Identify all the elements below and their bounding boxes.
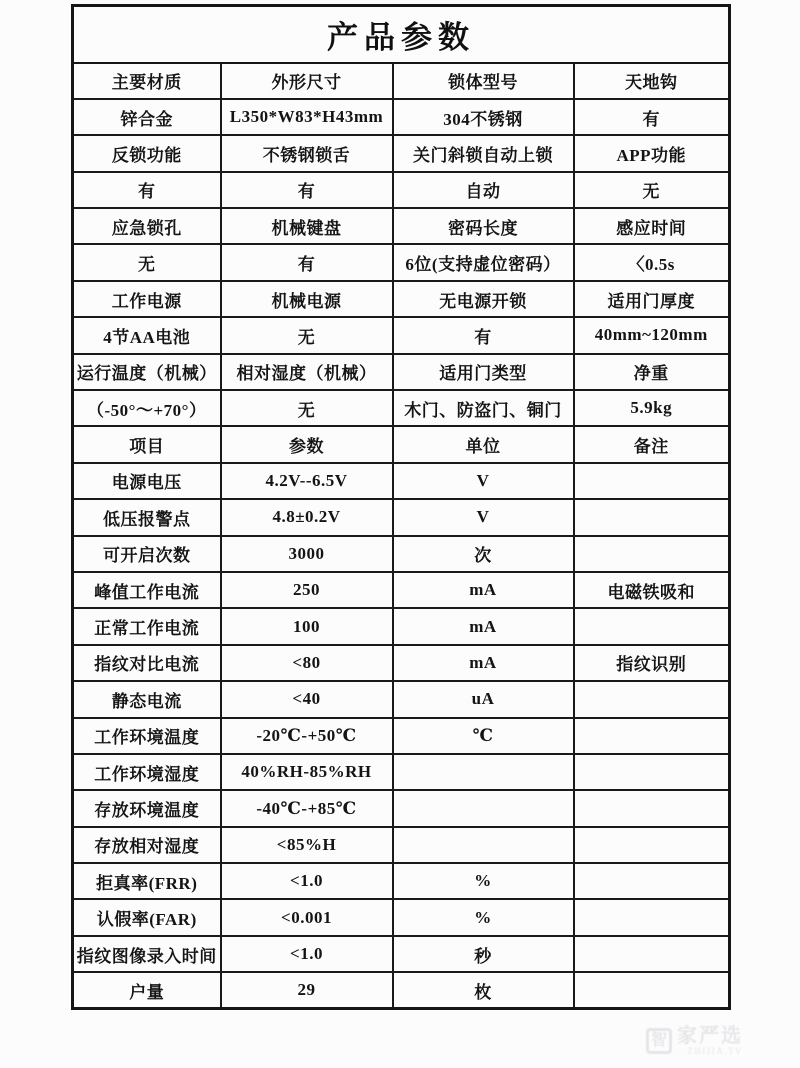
table-cell: 关门斜锁自动上锁	[393, 135, 574, 171]
table-cell: -20℃-+50℃	[221, 718, 393, 754]
table-row	[73, 572, 730, 608]
table-cell	[574, 827, 730, 863]
table-cell: 电磁铁吸和	[574, 572, 730, 608]
table-cell: 相对湿度（机械）	[221, 354, 393, 390]
table-cell: 4.8±0.2V	[221, 499, 393, 535]
table-row	[73, 317, 730, 353]
watermark-logo-icon: 智	[646, 1028, 672, 1054]
watermark	[646, 1020, 792, 1062]
table-cell: <80	[221, 645, 393, 681]
table-cell: 锌合金	[73, 99, 221, 135]
table-cell: <1.0	[221, 863, 393, 899]
table-cell: 木门、防盗门、铜门	[393, 390, 574, 426]
table-row	[73, 645, 730, 681]
table-cell: 工作电源	[73, 281, 221, 317]
table-cell: 存放相对湿度	[73, 827, 221, 863]
table-cell	[574, 463, 730, 499]
table-cell	[574, 718, 730, 754]
table-cell: 3000	[221, 536, 393, 572]
table-row	[73, 426, 730, 462]
table-cell: 枚	[393, 972, 574, 1008]
table-cell: 指纹对比电流	[73, 645, 221, 681]
table-cell: L350*W83*H43mm	[221, 99, 393, 135]
table-cell: 无	[221, 390, 393, 426]
table-cell: 秒	[393, 936, 574, 972]
table-cell	[574, 899, 730, 935]
table-row	[73, 499, 730, 535]
table-cell	[574, 681, 730, 717]
table-row	[73, 827, 730, 863]
table-row	[73, 754, 730, 790]
table-cell	[574, 790, 730, 826]
table-cell: mA	[393, 645, 574, 681]
watermark-text: 家严选	[677, 1025, 743, 1047]
table-cell: 电源电压	[73, 463, 221, 499]
table-cell: APP功能	[574, 135, 730, 171]
table-cell: 净重	[574, 354, 730, 390]
table-cell: 外形尺寸	[221, 63, 393, 99]
table-cell: <40	[221, 681, 393, 717]
table-cell	[574, 863, 730, 899]
table-cell	[393, 754, 574, 790]
table-row	[73, 208, 730, 244]
table-cell: 6位(支持虚位密码）	[393, 244, 574, 280]
table-cell: %	[393, 899, 574, 935]
table-cell: 有	[574, 99, 730, 135]
table-row	[73, 608, 730, 644]
table-cell: V	[393, 499, 574, 535]
table-cell	[574, 608, 730, 644]
table-row	[73, 63, 730, 99]
table-row	[73, 899, 730, 935]
table-row	[73, 135, 730, 171]
table-cell: <85%H	[221, 827, 393, 863]
table-cell: 天地钩	[574, 63, 730, 99]
table-cell: 认假率(FAR)	[73, 899, 221, 935]
table-cell: 无	[574, 172, 730, 208]
table-cell: %	[393, 863, 574, 899]
table-row	[73, 244, 730, 280]
table-cell	[393, 827, 574, 863]
table-row	[73, 972, 730, 1008]
table-cell: ℃	[393, 718, 574, 754]
table-cell: 4节AA电池	[73, 317, 221, 353]
table-cell: 有	[73, 172, 221, 208]
table-cell: 峰值工作电流	[73, 572, 221, 608]
table-cell	[574, 536, 730, 572]
table-cell: <0.001	[221, 899, 393, 935]
table-row	[73, 354, 730, 390]
table-cell: mA	[393, 572, 574, 608]
table-cell: 备注	[574, 426, 730, 462]
table-cell	[574, 754, 730, 790]
table-row	[73, 281, 730, 317]
table-row	[73, 463, 730, 499]
table-cell	[574, 499, 730, 535]
table-cell: 有	[221, 244, 393, 280]
table-row	[73, 172, 730, 208]
table-cell: 指纹识别	[574, 645, 730, 681]
table-cell: 低压报警点	[73, 499, 221, 535]
table-cell: 锁体型号	[393, 63, 574, 99]
table-cell	[574, 936, 730, 972]
product-parameter-table	[71, 4, 731, 1010]
table-cell: 主要材质	[73, 63, 221, 99]
table-cell: 5.9kg	[574, 390, 730, 426]
table-cell: 运行温度（机械）	[73, 354, 221, 390]
table-cell: 不锈钢锁舌	[221, 135, 393, 171]
table-cell	[574, 972, 730, 1008]
table-cell: （-50°～+70°）	[73, 390, 221, 426]
table-row	[73, 681, 730, 717]
table-row	[73, 863, 730, 899]
table-cell: 29	[221, 972, 393, 1008]
table-row	[73, 536, 730, 572]
parameter-table-body	[73, 63, 730, 1009]
table-cell	[393, 790, 574, 826]
table-row	[73, 790, 730, 826]
table-cell: 304不锈钢	[393, 99, 574, 135]
table-cell: 250	[221, 572, 393, 608]
table-cell: 密码长度	[393, 208, 574, 244]
table-cell: 静态电流	[73, 681, 221, 717]
table-cell: 次	[393, 536, 574, 572]
table-cell: 工作环境湿度	[73, 754, 221, 790]
table-cell: 反锁功能	[73, 135, 221, 171]
table-cell: uA	[393, 681, 574, 717]
table-cell: 4.2V--6.5V	[221, 463, 393, 499]
table-cell: 有	[393, 317, 574, 353]
table-row	[73, 936, 730, 972]
table-cell: 无	[73, 244, 221, 280]
table-cell: 有	[221, 172, 393, 208]
table-cell: 存放环境温度	[73, 790, 221, 826]
table-cell: 单位	[393, 426, 574, 462]
table-cell: V	[393, 463, 574, 499]
table-cell: 100	[221, 608, 393, 644]
table-cell: 项目	[73, 426, 221, 462]
table-cell: 40%RH-85%RH	[221, 754, 393, 790]
table-cell: 可开启次数	[73, 536, 221, 572]
table-cell: 无电源开锁	[393, 281, 574, 317]
table-cell: 正常工作电流	[73, 608, 221, 644]
table-cell: <1.0	[221, 936, 393, 972]
table-cell: 指纹图像录入时间	[73, 936, 221, 972]
table-cell: 机械键盘	[221, 208, 393, 244]
watermark-subtext: ZHIJIA.TV	[687, 1046, 743, 1056]
table-row	[73, 718, 730, 754]
table-cell: 适用门类型	[393, 354, 574, 390]
table-cell: 拒真率(FRR)	[73, 863, 221, 899]
table-cell: 户量	[73, 972, 221, 1008]
table-cell: 〈0.5s	[574, 244, 730, 280]
table-cell: 应急锁孔	[73, 208, 221, 244]
table-cell: 机械电源	[221, 281, 393, 317]
table-cell: 无	[221, 317, 393, 353]
table-title: 产品参数	[73, 6, 730, 63]
table-title-row	[73, 6, 730, 63]
table-row	[73, 99, 730, 135]
table-cell: 40mm~120mm	[574, 317, 730, 353]
table-cell: -40℃-+85℃	[221, 790, 393, 826]
table-cell: 参数	[221, 426, 393, 462]
table-row	[73, 390, 730, 426]
table-cell: 工作环境温度	[73, 718, 221, 754]
table-cell: 感应时间	[574, 208, 730, 244]
table-cell: 自动	[393, 172, 574, 208]
table-cell: 适用门厚度	[574, 281, 730, 317]
table-cell: mA	[393, 608, 574, 644]
